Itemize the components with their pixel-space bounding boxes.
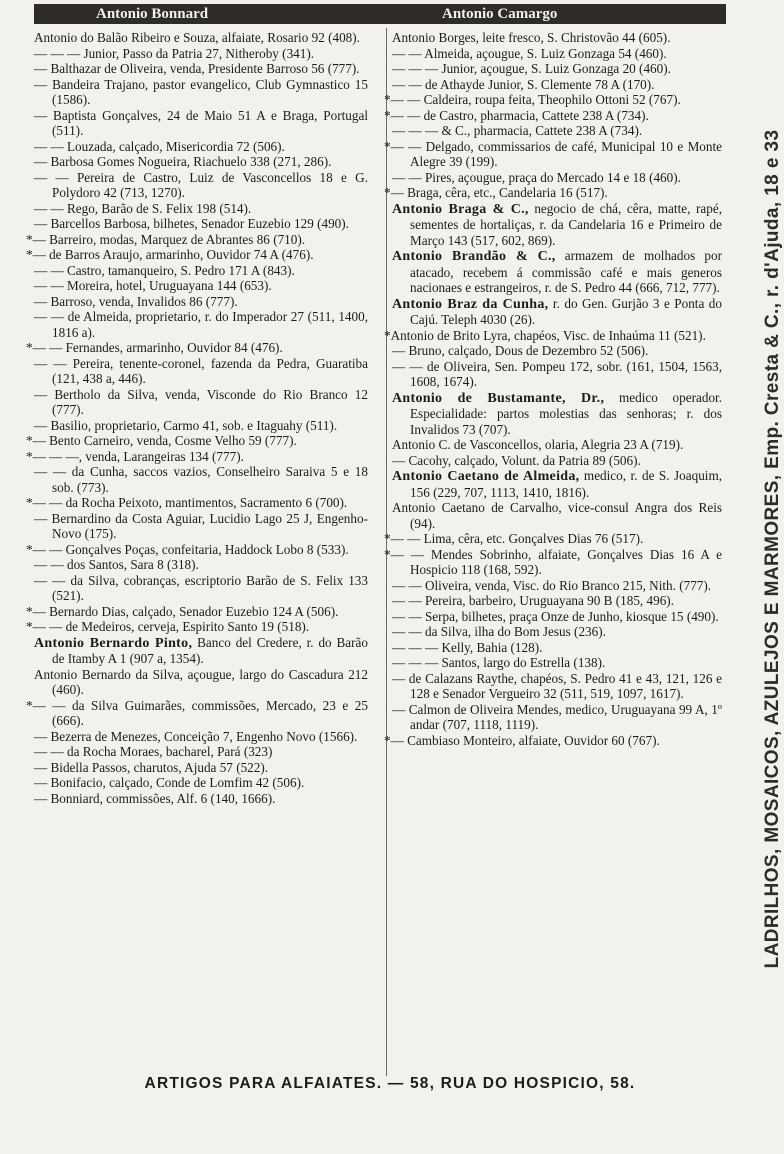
entry-text: negocio de chá, cêra, matte, rapé, sementes de hortaliças, r. da Candelaria 16 e Primeiro de Março 143 (517, 602, 869). <box>410 200 722 248</box>
directory-entry <box>26 433 368 449</box>
directory-entry <box>34 278 368 294</box>
entry-text: — — Castro, tamanqueiro, S. Pedro 171 A (843). <box>34 262 295 278</box>
directory-entry <box>392 61 722 77</box>
entry-marker: * <box>384 107 391 123</box>
entry-text: — Bezerra de Menezes, Conceição 7, Engenho Novo (1566). <box>34 728 358 744</box>
entry-text: — — Lima, cêra, etc. Gonçalves Dias 76 (517). <box>390 531 644 546</box>
directory-entry <box>392 343 722 359</box>
entry-text: — Calmon de Oliveira Mendes, medico, Uruguayana 99 A, 1º andar (707, 1118, 1119). <box>392 701 722 732</box>
entry-text: — — Fernandes, armarinho, Ouvidor 84 (476). <box>32 340 283 355</box>
header-right-name: Antonio Camargo <box>442 6 558 22</box>
directory-entry <box>34 775 368 791</box>
directory-entry <box>34 464 368 495</box>
entry-text: — Bento Carneiro, venda, Cosme Velho 59 (777). <box>32 433 297 448</box>
entry-text: — Balthazar de Oliveira, venda, Presidente Barroso 56 (777). <box>34 61 360 76</box>
directory-entry <box>384 139 722 170</box>
entry-text: — — Pires, açougue, praça do Mercado 14 e 18 (460). <box>392 169 681 185</box>
directory-entry <box>392 437 722 453</box>
entry-bold-name: Antonio Brandão & C., <box>392 249 556 264</box>
entry-marker: * <box>384 138 391 154</box>
side-advertisement-text: LADRILHOS, MOSAICOS, AZULEJOS E MARMORES, Emp. Cresta & C., r. d'Ajuda, 18 e 33 <box>762 129 783 969</box>
directory-entry <box>392 671 722 702</box>
entry-marker: * <box>384 531 391 546</box>
directory-entry <box>34 667 368 698</box>
directory-entry <box>34 170 368 201</box>
directory-entry <box>384 547 722 578</box>
entry-marker: * <box>26 697 33 713</box>
directory-entry <box>384 92 722 108</box>
entry-text: — Cambiaso Monteiro, alfaiate, Ouvidor 60 (767). <box>390 732 660 748</box>
entry-text: — — — Junior, Passo da Patria 27, Nitheroby (341). <box>34 45 315 61</box>
entry-text: — — da Rocha Moraes, bacharel, Pará (323) <box>34 744 273 759</box>
entry-marker: * <box>26 603 33 619</box>
entry-text: — — —, venda, Larangeiras 134 (777). <box>32 448 244 464</box>
entry-text: — — Pereira de Castro, Luiz de Vasconcellos 18 e G. Polydoro 42 (713, 1270). <box>34 169 368 200</box>
directory-entry <box>392 624 722 640</box>
entry-text: — Bruno, calçado, Dous de Dezembro 52 (506). <box>392 343 649 358</box>
header-left-name: Antonio Bonnard <box>96 6 209 22</box>
directory-entry <box>392 640 722 656</box>
directory-entry <box>392 500 722 531</box>
directory-entry <box>392 702 722 733</box>
entry-text: — de Calazans Raythe, chapéos, S. Pedro 41 e 43, 121, 126 e 128 e Senador Vergueiro 32 (511, 519, 1097, 1617). <box>392 670 722 701</box>
footer-advertisement: ARTIGOS PARA ALFAIATES. — 58, RUA DO HOSPICIO, 58. <box>144 1075 636 1092</box>
directory-entry <box>384 185 722 201</box>
directory-entry <box>392 201 722 249</box>
entry-bold-name: Antonio Bernardo Pinto, <box>34 635 193 651</box>
directory-entry <box>26 449 368 465</box>
entry-text: — — Almeida, açougue, S. Luiz Gonzaga 54 (460). <box>392 45 667 61</box>
entry-text: — — da Silva, ilha do Bom Jesus (236). <box>392 624 606 639</box>
directory-entry <box>384 108 722 124</box>
directory-entry <box>26 247 368 263</box>
directory-entry <box>26 604 368 620</box>
directory-entry <box>34 139 368 155</box>
entry-text: — Bonifacio, calçado, Conde de Lomfim 42 (506). <box>34 775 305 790</box>
directory-entry <box>392 170 722 186</box>
entry-marker: * <box>384 92 391 107</box>
directory-entry <box>34 744 368 760</box>
entry-text: — — Moreira, hotel, Uruguayana 144 (653). <box>34 278 272 293</box>
entry-text: — — Pereira, tenente-coronel, fazenda da Pedra, Guaratiba (121, 438 a, 446). <box>34 355 368 386</box>
entry-marker: * <box>384 185 391 200</box>
entry-text: armazem de molhados por atacado, recebem á commissão café e mais generos nacionaes e estrangeiros, r. de S. Pedro 44 (666, 712, 777). <box>410 248 722 295</box>
entry-text: — — Delgado, commissarios de café, Municipal 10 e Monte Alegre 39 (199). <box>390 138 722 169</box>
directory-entry <box>34 263 368 279</box>
directory-entry <box>34 557 368 573</box>
entry-text: — — de Almeida, proprietario, r. do Imperador 27 (511, 1400, 1816 a). <box>34 309 368 340</box>
directory-entry <box>34 294 368 310</box>
entry-text: — de Barros Araujo, armarinho, Ouvidor 74 A (476). <box>32 247 314 262</box>
directory-entry <box>34 418 368 434</box>
entry-marker: * <box>26 247 33 262</box>
entry-text: — Bertholo da Silva, venda, Visconde do Rio Branco 12 (777). <box>34 386 368 417</box>
entry-text: — — da Silva, cobranças, escriptorio Barão de S. Felix 133 (521). <box>34 572 368 603</box>
entry-marker: * <box>26 340 33 355</box>
entry-text: — — de Athayde Junior, S. Clemente 78 A (170). <box>392 76 655 92</box>
entry-text: Antonio Caetano de Carvalho, vice-consul Angra dos Reis (94). <box>392 500 722 531</box>
left-column <box>26 30 369 806</box>
entry-marker: * <box>26 495 33 510</box>
directory-entry <box>384 733 722 749</box>
directory-entry <box>34 201 368 217</box>
entry-text: Antonio Borges, leite fresco, S. Christovão 44 (605). <box>392 30 671 45</box>
directory-entry <box>392 296 722 328</box>
directory-entry <box>34 46 368 62</box>
entry-text: — — Rego, Barão de S. Felix 198 (514). <box>34 200 252 216</box>
side-advertisement <box>722 4 783 1096</box>
directory-entry <box>34 573 368 604</box>
directory-entry <box>392 593 722 609</box>
entry-text: — Bernardo Dias, calçado, Senador Euzebio 124 A (506). <box>32 603 339 619</box>
entry-bold-name: Antonio de Bustamante, Dr., <box>392 390 605 406</box>
entry-text: — — — Kelly, Bahia (128). <box>392 639 543 655</box>
directory-entry <box>392 248 722 296</box>
entry-text: — Cacohy, calçado, Volunt. da Patria 89 (506). <box>392 452 641 468</box>
directory-entry <box>26 340 368 356</box>
directory-entry <box>34 77 368 108</box>
directory-entry <box>26 542 368 558</box>
directory-entry <box>26 698 368 729</box>
entry-bold-name: Antonio Braga & C., <box>392 201 529 217</box>
directory-entry <box>384 328 722 344</box>
entry-text: Antonio de Brito Lyra, chapéos, Visc. de Inhaúma 11 (521). <box>390 327 706 343</box>
entry-marker: * <box>384 546 391 562</box>
entry-text: — Baptista Gonçalves, 24 de Maio 51 A e Braga, Portugal (511). <box>34 107 368 138</box>
entry-marker: * <box>384 732 391 748</box>
entry-marker: * <box>26 541 33 557</box>
directory-entry <box>392 77 722 93</box>
entry-text: medico, r. de S. Joaquim, 156 (229, 707, 1113, 1410, 1816). <box>410 468 723 500</box>
directory-entry <box>34 309 368 340</box>
entry-marker: * <box>26 448 33 464</box>
entry-text: — Barreiro, modas, Marquez de Abrantes 86 (710). <box>32 231 306 247</box>
directory-entry <box>34 61 368 77</box>
entry-text: — — Pereira, barbeiro, Uruguayana 90 B (185, 496). <box>392 593 674 608</box>
entry-text: — — — & C., pharmacia, Cattete 238 A (734). <box>392 123 643 138</box>
directory-entry <box>34 729 368 745</box>
directory-entry <box>392 453 722 469</box>
directory-entry <box>392 655 722 671</box>
entry-text: — — Louzada, calçado, Misericordia 72 (506). <box>34 138 285 154</box>
entry-marker: * <box>26 231 33 247</box>
entry-text: — — Oliveira, venda, Visc. do Rio Branco 215, Nith. (777). <box>392 577 712 593</box>
entry-marker: * <box>26 619 33 634</box>
directory-entry <box>34 791 368 807</box>
directory-entry <box>392 468 722 500</box>
directory-entry <box>26 495 368 511</box>
entry-text: — Barcellos Barbosa, bilhetes, Senador Euzebio 129 (490). <box>34 216 349 231</box>
entry-text: — Braga, cêra, etc., Candelaria 16 (517). <box>390 185 608 200</box>
entry-text: — Barbosa Gomes Nogueira, Riachuelo 338 (271, 286). <box>34 154 332 169</box>
entry-bold-name: Antonio Caetano de Almeida, <box>392 469 580 484</box>
directory-entry <box>392 46 722 62</box>
directory-entry <box>26 232 368 248</box>
entry-text: — — da Rocha Peixoto, mantimentos, Sacramento 6 (700). <box>32 495 348 510</box>
directory-entry <box>26 619 368 635</box>
entry-text: Antonio C. de Vasconcellos, olaria, Alegria 23 A (719). <box>392 437 684 452</box>
entry-text: — Bonniard, commissões, Alf. 6 (140, 1666). <box>34 790 276 806</box>
directory-entry <box>34 154 368 170</box>
entry-text: Antonio do Balão Ribeiro e Souza, alfaiate, Rosario 92 (408). <box>34 30 360 45</box>
entry-text: — — Gonçalves Poças, confeitaria, Haddock Lobo 8 (533). <box>32 541 349 557</box>
entry-text: Banco del Credere, r. do Barão de Itamby A 1 (907 a, 1354). <box>52 634 369 666</box>
entry-text: — Barroso, venda, Invalidos 86 (777). <box>34 293 238 309</box>
directory-entry <box>384 531 722 547</box>
directory-entry <box>392 359 722 390</box>
directory-entry <box>392 123 722 139</box>
entry-text: — Bernardino da Costa Aguiar, Lucidio Lago 25 J, Engenho-Novo (175). <box>34 510 368 541</box>
directory-entry <box>34 216 368 232</box>
entry-text: — Basilio, proprietario, Carmo 41, sob. e Itaguahy (511). <box>34 417 338 433</box>
right-column <box>384 30 723 748</box>
directory-entry <box>34 356 368 387</box>
entry-text: r. do Gen. Gurjão 3 e Ponta do Cajú. Teleph 4030 (26). <box>410 295 722 327</box>
directory-entry <box>34 635 368 667</box>
directory-entry <box>34 387 368 418</box>
entry-marker: * <box>384 327 391 343</box>
entry-text: — — Mendes Sobrinho, alfaiate, Gonçalves Dias 16 A e Hospicio 118 (168, 592). <box>390 546 722 577</box>
running-header <box>34 4 726 24</box>
entry-marker: * <box>26 433 33 448</box>
entry-text: — — da Silva Guimarães, commissões, Mercado, 23 e 25 (666). <box>32 697 368 728</box>
directory-entry <box>34 760 368 776</box>
entry-text: — — Caldeira, roupa feita, Theophilo Ottoni 52 (767). <box>390 92 681 107</box>
entry-bold-name: Antonio Braz da Cunha, <box>392 296 549 312</box>
entry-text: — — da Cunha, saccos vazios, Conselheiro Saraiva 5 e 18 sob. (773). <box>34 464 368 495</box>
directory-entry <box>34 30 368 46</box>
entry-text: — — de Medeiros, cerveja, Espirito Santo 19 (518). <box>32 619 310 634</box>
directory-entry <box>392 578 722 594</box>
entry-text: — — dos Santos, Sara 8 (318). <box>34 557 199 572</box>
directory-entry <box>34 511 368 542</box>
directory-entry <box>34 108 368 139</box>
entry-text: — — de Oliveira, Sen. Pompeu 172, sobr. (161, 1504, 1563, 1608, 1674). <box>392 358 722 389</box>
entry-text: medico operador. Especialidade: partos molestias das senhoras; r. dos Invalidos 73 (707). <box>410 389 722 437</box>
directory-entry <box>392 390 722 438</box>
directory-entry <box>392 609 722 625</box>
entry-text: — — de Castro, pharmacia, Cattete 238 A (734). <box>390 107 649 123</box>
entry-text: — Bidella Passos, charutos, Ajuda 57 (522). <box>34 759 269 775</box>
entry-text: Antonio Bernardo da Silva, açougue, largo do Cascadura 212 (460). <box>34 666 368 697</box>
entry-text: — Bandeira Trajano, pastor evangelico, Club Gymnastico 15 (1586). <box>34 76 368 107</box>
entry-text: — — — Junior, açougue, S. Luiz Gonzaga 20 (460). <box>392 61 671 76</box>
directory-entry <box>392 30 722 46</box>
entry-text: — — Serpa, bilhetes, praça Onze de Junho, kiosque 15 (490). <box>392 608 719 624</box>
entry-text: — — — Santos, largo do Estrella (138). <box>392 655 606 670</box>
